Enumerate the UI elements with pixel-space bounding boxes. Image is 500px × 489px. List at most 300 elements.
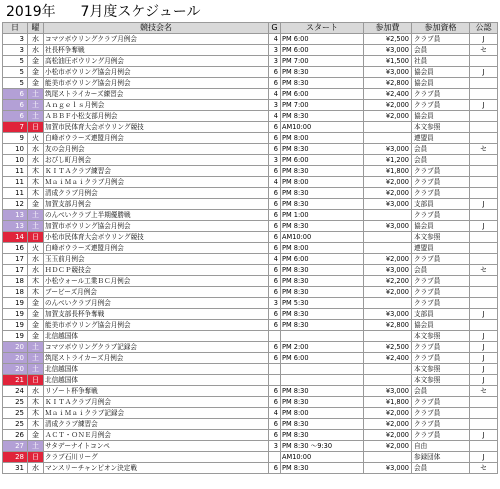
cell-day: 11 xyxy=(3,177,28,188)
col-header-g: G xyxy=(269,23,281,34)
cell-qual: 連盟員 xyxy=(412,133,470,144)
cell-event: ＨＤＣＰ競技会 xyxy=(44,265,269,276)
cell-dow: 水 xyxy=(28,34,44,45)
cell-start: PM 6:00 xyxy=(281,89,364,100)
cell-day: 5 xyxy=(3,56,28,67)
table-row xyxy=(3,463,498,474)
cell-pub xyxy=(470,441,498,452)
cell-start: PM 6:00 xyxy=(281,45,364,56)
cell-qual: クラブ員 xyxy=(412,276,470,287)
cell-g: 6 xyxy=(269,397,281,408)
cell-g: 6 xyxy=(269,232,281,243)
cell-fee: ¥2,500 xyxy=(364,34,412,45)
cell-start: PM 2:00 xyxy=(281,342,364,353)
cell-event: 北信越国体 xyxy=(44,375,269,386)
cell-fee: ¥2,000 xyxy=(364,177,412,188)
cell-start: PM 8:30 xyxy=(281,78,364,89)
table-row xyxy=(3,342,498,353)
cell-g xyxy=(269,452,281,463)
cell-pub xyxy=(470,166,498,177)
cell-dow: 木 xyxy=(28,177,44,188)
cell-dow: 木 xyxy=(28,166,44,177)
cell-g: 6 xyxy=(269,166,281,177)
cell-dow: 日 xyxy=(28,452,44,463)
cell-pub: セ xyxy=(470,463,498,474)
cell-fee xyxy=(364,375,412,386)
cell-day: 24 xyxy=(3,386,28,397)
cell-day: 18 xyxy=(3,287,28,298)
cell-dow: 水 xyxy=(28,254,44,265)
cell-fee: ¥2,000 xyxy=(364,419,412,430)
cell-g: 3 xyxy=(269,100,281,111)
cell-pub: J xyxy=(470,221,498,232)
cell-g: 6 xyxy=(269,430,281,441)
cell-g: 6 xyxy=(269,463,281,474)
cell-qual: クラブ員 xyxy=(412,287,470,298)
cell-start xyxy=(281,364,364,375)
cell-day: 25 xyxy=(3,397,28,408)
cell-pub xyxy=(470,232,498,243)
cell-event: のんべいクラブ月例会 xyxy=(44,298,269,309)
cell-day: 17 xyxy=(3,254,28,265)
cell-day: 6 xyxy=(3,100,28,111)
cell-start: PM 8:30 xyxy=(281,265,364,276)
cell-pub xyxy=(470,89,498,100)
cell-event: コマツボウリングクラブ月例会 xyxy=(44,34,269,45)
cell-fee: ¥2,000 xyxy=(364,188,412,199)
cell-pub xyxy=(470,78,498,89)
cell-pub xyxy=(470,133,498,144)
cell-g: 6 xyxy=(269,419,281,430)
cell-dow: 水 xyxy=(28,386,44,397)
cell-fee: ¥2,800 xyxy=(364,320,412,331)
cell-day: 16 xyxy=(3,243,28,254)
cell-dow: 日 xyxy=(28,375,44,386)
cell-qual: 会員 xyxy=(412,45,470,56)
cell-day: 20 xyxy=(3,364,28,375)
cell-day: 11 xyxy=(3,188,28,199)
cell-start: PM 8:30 xyxy=(281,320,364,331)
cell-qual: 協会員 xyxy=(412,78,470,89)
cell-day: 6 xyxy=(3,89,28,100)
cell-day: 10 xyxy=(3,144,28,155)
title-month: 7月度スケジュール xyxy=(80,4,201,20)
cell-event: ＭａｉＭａｉクラブ月例会 xyxy=(44,177,269,188)
cell-start: PM 8:30 xyxy=(281,166,364,177)
cell-g: 6 xyxy=(269,78,281,89)
table-row xyxy=(3,265,498,276)
cell-qual: 自由 xyxy=(412,441,470,452)
cell-qual: 協会員 xyxy=(412,67,470,78)
cell-event: ＭａｉＭａｉクラブ記録会 xyxy=(44,408,269,419)
table-row xyxy=(3,430,498,441)
cell-start: PM 8:00 xyxy=(281,408,364,419)
cell-event: 清成クラブ月例会 xyxy=(44,188,269,199)
cell-fee xyxy=(364,331,412,342)
table-row xyxy=(3,320,498,331)
table-row xyxy=(3,89,498,100)
cell-event: 高松油圧ボウリング月例会 xyxy=(44,56,269,67)
cell-start: PM 8:00 xyxy=(281,133,364,144)
cell-day: 20 xyxy=(3,353,28,364)
cell-event: 北信越国体 xyxy=(44,364,269,375)
cell-g: 6 xyxy=(269,386,281,397)
cell-g: 6 xyxy=(269,199,281,210)
cell-start: PM 6:00 xyxy=(281,254,364,265)
cell-fee: ¥3,000 xyxy=(364,67,412,78)
table-row xyxy=(3,452,498,463)
cell-g: 6 xyxy=(269,276,281,287)
cell-pub: J xyxy=(470,364,498,375)
cell-day: 18 xyxy=(3,276,28,287)
cell-qual: 協会員 xyxy=(412,320,470,331)
cell-start: PM 8:30 xyxy=(281,111,364,122)
cell-g: 6 xyxy=(269,320,281,331)
cell-g: 6 xyxy=(269,133,281,144)
cell-qual: クラブ員 xyxy=(412,353,470,364)
cell-dow: 土 xyxy=(28,364,44,375)
cell-dow: 金 xyxy=(28,331,44,342)
schedule-table xyxy=(2,22,498,474)
cell-event: 筑尾ストライカーズ練習会 xyxy=(44,89,269,100)
cell-pub: J xyxy=(470,331,498,342)
cell-start: PM 6:00 xyxy=(281,34,364,45)
cell-day: 21 xyxy=(3,375,28,386)
cell-g: 3 xyxy=(269,155,281,166)
table-row xyxy=(3,133,498,144)
cell-pub xyxy=(470,254,498,265)
cell-event: 友の会月例会 xyxy=(44,144,269,155)
cell-fee: ¥1,800 xyxy=(364,397,412,408)
table-row xyxy=(3,78,498,89)
cell-dow: 土 xyxy=(28,111,44,122)
cell-qual: クラブ員 xyxy=(412,397,470,408)
cell-g: 6 xyxy=(269,309,281,320)
cell-qual: 本文参照 xyxy=(412,331,470,342)
cell-pub: J xyxy=(470,353,498,364)
cell-event: のんべいクラブ上半期優勝戦 xyxy=(44,210,269,221)
cell-pub xyxy=(470,188,498,199)
cell-fee xyxy=(364,298,412,309)
cell-pub xyxy=(470,177,498,188)
cell-start xyxy=(281,375,364,386)
cell-g: 6 xyxy=(269,287,281,298)
cell-qual: 会員 xyxy=(412,463,470,474)
cell-dow: 木 xyxy=(28,276,44,287)
cell-g: 6 xyxy=(269,243,281,254)
cell-pub: J xyxy=(470,199,498,210)
cell-day: 19 xyxy=(3,320,28,331)
cell-pub xyxy=(470,320,498,331)
cell-qual: クラブ員 xyxy=(412,166,470,177)
cell-qual: 支部員 xyxy=(412,199,470,210)
cell-qual: 会員 xyxy=(412,155,470,166)
cell-pub: J xyxy=(470,309,498,320)
table-row xyxy=(3,331,498,342)
cell-dow: 木 xyxy=(28,419,44,430)
cell-qual: 本文参照 xyxy=(412,232,470,243)
cell-event: ＫＩＴＡクラブ練習会 xyxy=(44,166,269,177)
cell-dow: 土 xyxy=(28,221,44,232)
cell-event: マンスリーチャンピオン決定戦 xyxy=(44,463,269,474)
header-row xyxy=(3,23,498,34)
table-row xyxy=(3,155,498,166)
cell-start: PM 8:00 xyxy=(281,177,364,188)
cell-fee: ¥2,200 xyxy=(364,276,412,287)
cell-dow: 土 xyxy=(28,342,44,353)
cell-event: ＡＢＢＦ小松支部月例会 xyxy=(44,111,269,122)
table-row xyxy=(3,56,498,67)
table-row xyxy=(3,276,498,287)
cell-event: おびし町月例会 xyxy=(44,155,269,166)
cell-day: 14 xyxy=(3,232,28,243)
cell-start: AM10:00 xyxy=(281,122,364,133)
table-row xyxy=(3,177,498,188)
cell-fee: ¥2,000 xyxy=(364,111,412,122)
cell-fee: ¥2,000 xyxy=(364,254,412,265)
col-header-fee: 参加費 xyxy=(364,23,412,34)
cell-fee xyxy=(364,243,412,254)
cell-qual: クラブ員 xyxy=(412,34,470,45)
cell-day: 20 xyxy=(3,342,28,353)
cell-dow: 金 xyxy=(28,320,44,331)
cell-day: 7 xyxy=(3,122,28,133)
cell-dow: 金 xyxy=(28,309,44,320)
cell-qual: クラブ員 xyxy=(412,342,470,353)
cell-start: PM 8:30 xyxy=(281,386,364,397)
cell-g: 4 xyxy=(269,34,281,45)
cell-qual: 本文参照 xyxy=(412,364,470,375)
cell-day: 19 xyxy=(3,331,28,342)
cell-start: PM 8:30 xyxy=(281,199,364,210)
cell-event: ブービーズ月例会 xyxy=(44,287,269,298)
table-row xyxy=(3,408,498,419)
cell-pub xyxy=(470,287,498,298)
cell-start: PM 8:30 xyxy=(281,221,364,232)
table-row xyxy=(3,67,498,78)
cell-day: 5 xyxy=(3,78,28,89)
cell-qual: クラブ員 xyxy=(412,408,470,419)
cell-pub xyxy=(470,111,498,122)
cell-pub xyxy=(470,298,498,309)
cell-g: 3 xyxy=(269,56,281,67)
col-header-day: 日 xyxy=(3,23,28,34)
cell-pub: J xyxy=(470,342,498,353)
cell-dow: 木 xyxy=(28,408,44,419)
cell-event: 清成クラブ練習会 xyxy=(44,419,269,430)
cell-g: 6 xyxy=(269,188,281,199)
cell-g: 6 xyxy=(269,210,281,221)
cell-start: PM 8:00 xyxy=(281,243,364,254)
cell-fee: ¥2,400 xyxy=(364,89,412,100)
cell-start: PM 7:00 xyxy=(281,100,364,111)
cell-day: 5 xyxy=(3,67,28,78)
cell-start: PM 7:00 xyxy=(281,56,364,67)
cell-fee: ¥2,000 xyxy=(364,430,412,441)
cell-qual: クラブ員 xyxy=(412,177,470,188)
cell-event: 白峰ボウラーズ連盟月例会 xyxy=(44,133,269,144)
cell-start: AM10:00 xyxy=(281,232,364,243)
cell-dow: 金 xyxy=(28,298,44,309)
cell-start xyxy=(281,331,364,342)
cell-fee: ¥3,000 xyxy=(364,265,412,276)
title-year: 2019年 xyxy=(6,4,56,20)
table-row xyxy=(3,386,498,397)
cell-start: PM 8:30 xyxy=(281,397,364,408)
cell-g: 3 xyxy=(269,298,281,309)
cell-pub: J xyxy=(470,430,498,441)
cell-qual: クラブ員 xyxy=(412,188,470,199)
cell-g: 6 xyxy=(269,342,281,353)
cell-dow: 金 xyxy=(28,199,44,210)
page-title xyxy=(6,3,306,21)
cell-start: PM 8:30 xyxy=(281,67,364,78)
cell-pub: J xyxy=(470,67,498,78)
cell-qual: 協会員 xyxy=(412,111,470,122)
cell-fee: ¥2,000 xyxy=(364,408,412,419)
cell-start: PM 8:30 xyxy=(281,144,364,155)
cell-fee: ¥1,800 xyxy=(364,166,412,177)
table-row xyxy=(3,287,498,298)
cell-event: 玉玉前月例会 xyxy=(44,254,269,265)
cell-qual: 会員 xyxy=(412,386,470,397)
cell-pub xyxy=(470,419,498,430)
cell-start: PM 6:00 xyxy=(281,353,364,364)
cell-event: 能美市ボウリング協会月例会 xyxy=(44,320,269,331)
cell-g: 6 xyxy=(269,265,281,276)
cell-pub: セ xyxy=(470,45,498,56)
cell-g xyxy=(269,331,281,342)
cell-start: PM 8:30 xyxy=(281,430,364,441)
cell-pub: J xyxy=(470,452,498,463)
cell-day: 3 xyxy=(3,45,28,56)
cell-dow: 木 xyxy=(28,287,44,298)
cell-pub xyxy=(470,56,498,67)
cell-g: 4 xyxy=(269,177,281,188)
cell-qual: クラブ員 xyxy=(412,254,470,265)
cell-pub: J xyxy=(470,34,498,45)
col-header-qual: 参加資格 xyxy=(412,23,470,34)
cell-fee: ¥2,400 xyxy=(364,353,412,364)
cell-g: 6 xyxy=(269,353,281,364)
cell-event: 小松市民体育大会ボウリング競技 xyxy=(44,232,269,243)
table-row xyxy=(3,441,498,452)
table-row xyxy=(3,397,498,408)
col-header-start: スタート xyxy=(281,23,364,34)
cell-event: サタデーナイトコンペ xyxy=(44,441,269,452)
cell-dow: 金 xyxy=(28,78,44,89)
cell-dow: 土 xyxy=(28,441,44,452)
cell-day: 25 xyxy=(3,408,28,419)
cell-event: ＡＣＴ・ＯＮＥ月例会 xyxy=(44,430,269,441)
table-row xyxy=(3,188,498,199)
cell-event: Ａｎｇｅｌｓ月例会 xyxy=(44,100,269,111)
cell-day: 26 xyxy=(3,430,28,441)
cell-start: AM10:00 xyxy=(281,452,364,463)
cell-start: PM 1:00 xyxy=(281,210,364,221)
cell-event: コマツボウリングクラブ記録会 xyxy=(44,342,269,353)
cell-event: ＫＩＴＡクラブ月例会 xyxy=(44,397,269,408)
cell-pub: セ xyxy=(470,265,498,276)
cell-dow: 水 xyxy=(28,144,44,155)
cell-event: 筑尾ストライカーズ月例会 xyxy=(44,353,269,364)
cell-fee: ¥2,000 xyxy=(364,441,412,452)
cell-day: 17 xyxy=(3,265,28,276)
cell-fee: ¥3,000 xyxy=(364,463,412,474)
cell-day: 25 xyxy=(3,419,28,430)
cell-qual: クラブ員 xyxy=(412,100,470,111)
cell-qual: 連盟員 xyxy=(412,243,470,254)
table-row xyxy=(3,199,498,210)
cell-start: PM 5:30 xyxy=(281,298,364,309)
cell-fee: ¥2,000 xyxy=(364,100,412,111)
cell-pub: J xyxy=(470,100,498,111)
cell-fee: ¥2,800 xyxy=(364,78,412,89)
cell-g: 3 xyxy=(269,441,281,452)
cell-day: 10 xyxy=(3,155,28,166)
cell-fee: ¥3,000 xyxy=(364,199,412,210)
cell-event: 白峰ボウラーズ連盟月例会 xyxy=(44,243,269,254)
table-row xyxy=(3,375,498,386)
cell-day: 3 xyxy=(3,34,28,45)
cell-dow: 土 xyxy=(28,353,44,364)
cell-g: 4 xyxy=(269,89,281,100)
cell-start: PM 6:00 xyxy=(281,155,364,166)
cell-day: 13 xyxy=(3,210,28,221)
cell-event: リゾート杯争奪戦 xyxy=(44,386,269,397)
cell-qual: クラブ員 xyxy=(412,210,470,221)
cell-day: 27 xyxy=(3,441,28,452)
cell-event: 能美市ボウリング協会月例会 xyxy=(44,78,269,89)
cell-event: 加賀市民体育大会ボウリング競技 xyxy=(44,122,269,133)
cell-start: PM 8:30 xyxy=(281,463,364,474)
cell-g xyxy=(269,364,281,375)
cell-day: 11 xyxy=(3,166,28,177)
cell-pub: セ xyxy=(470,386,498,397)
table-row xyxy=(3,232,498,243)
cell-pub xyxy=(470,122,498,133)
cell-qual: 支部員 xyxy=(412,309,470,320)
cell-g xyxy=(269,375,281,386)
cell-event: 加賀支部長杯争奪戦 xyxy=(44,309,269,320)
col-header-event: 競技会名 xyxy=(44,23,269,34)
table-row xyxy=(3,100,498,111)
cell-dow: 金 xyxy=(28,67,44,78)
table-row xyxy=(3,111,498,122)
cell-dow: 木 xyxy=(28,397,44,408)
table-row xyxy=(3,210,498,221)
cell-fee: ¥2,500 xyxy=(364,342,412,353)
cell-g: 4 xyxy=(269,254,281,265)
cell-g: 6 xyxy=(269,122,281,133)
cell-qual: 社員 xyxy=(412,56,470,67)
cell-g: 6 xyxy=(269,67,281,78)
cell-day: 12 xyxy=(3,199,28,210)
cell-start: PM 8:30 xyxy=(281,419,364,430)
cell-qual: 本文参照 xyxy=(412,122,470,133)
cell-fee: ¥1,200 xyxy=(364,155,412,166)
cell-dow: 水 xyxy=(28,463,44,474)
table-row xyxy=(3,45,498,56)
table-row xyxy=(3,166,498,177)
schedule-body xyxy=(3,34,498,474)
cell-qual: 本文参照 xyxy=(412,375,470,386)
cell-day: 19 xyxy=(3,309,28,320)
cell-fee xyxy=(364,364,412,375)
cell-event: 社長杯争奪戦 xyxy=(44,45,269,56)
cell-day: 9 xyxy=(3,133,28,144)
cell-g: 6 xyxy=(269,221,281,232)
